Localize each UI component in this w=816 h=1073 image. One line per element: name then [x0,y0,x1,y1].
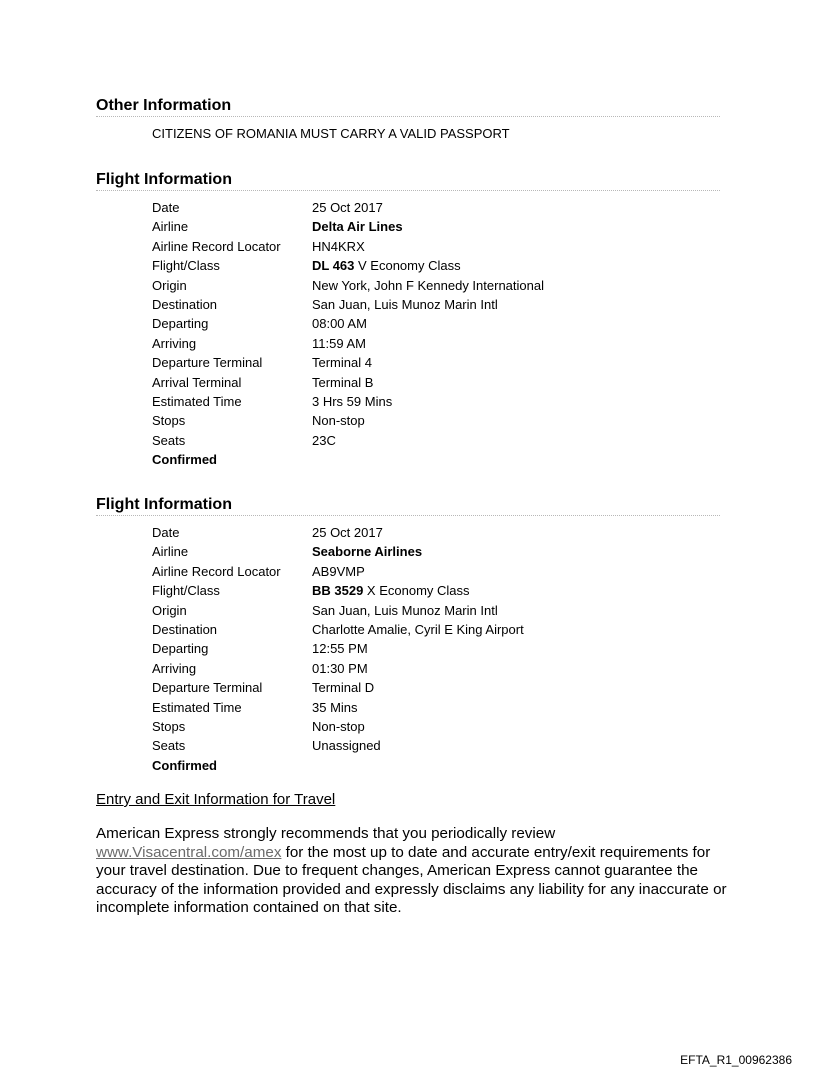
entry-exit-body [96,825,736,918]
flight-detail-row [152,678,712,697]
flight-detail-row [152,217,712,236]
flight-detail-value: Terminal 4 [312,355,372,371]
flight-detail-row [152,353,712,372]
flight-detail-row [152,237,712,256]
flight-detail-row [152,373,712,392]
flight-class: V Economy Class [354,258,461,274]
flight-detail-row [152,736,712,755]
flight-detail-label: Date [152,200,180,215]
flight-detail-row [152,431,712,450]
flight-detail-label: Stops [152,718,186,734]
flight-detail-value: Unassigned [312,738,381,754]
flight-detail-value: 3 Hrs 59 Mins [312,393,393,409]
flight-detail-row [152,198,712,217]
flight-detail-value: Non-stop [312,413,365,429]
other-information-text: CITIZENS OF ROMANIA MUST CARRY A VALID PASSPORT [152,126,510,141]
flight-detail-label: Airline [152,544,189,560]
flight-detail-row [152,562,712,581]
flight-detail-label: Airline Record Locator [152,238,281,254]
flight-detail-label: Departure Terminal [152,680,263,696]
flight-detail-label: Arriving [152,660,197,676]
flight-detail-value: Charlotte Amalie, Cyril E King Airport [312,621,524,637]
flight-detail-row [152,601,712,620]
flight-detail-value: 35 Mins [312,699,358,715]
flight-detail-label: Estimated Time [152,699,242,715]
flight-detail-label: Date [152,525,180,540]
flight-detail-label: Arrival Terminal [152,374,242,390]
flight-detail-label: Origin [152,602,187,618]
flight-detail-label: Stops [152,413,186,429]
flight-detail-label: Departure Terminal [152,355,263,371]
flight-detail-value: 08:00 AM [312,316,367,332]
flight-number: DL 463 [312,258,355,274]
flight-detail-label: Estimated Time [152,393,242,409]
flight-detail-value: New York, John F Kennedy International [312,277,544,293]
flight-detail-row [152,698,712,717]
flight-detail-value [312,581,470,600]
flight-detail-value: Delta Air Lines [312,219,403,235]
flight-2-heading: Flight Information [96,496,720,516]
flight-detail-value: AB9VMP [312,563,365,579]
flight-detail-value: Non-stop [312,718,365,734]
flight-detail-value: Terminal D [312,680,375,696]
flight-detail-label: Airline [152,219,189,235]
flight-detail-row [152,411,712,430]
flight-detail-value: 25 Oct 2017 [312,200,383,215]
flight-detail-row [152,295,712,314]
flight-detail-value: HN4KRX [312,238,365,254]
flight-detail-value: Terminal B [312,374,374,390]
flight-detail-label: Departing [152,316,209,332]
flight-detail-label: Destination [152,296,218,312]
flight-detail-row [152,523,712,542]
flight-2-details [152,523,712,775]
flight-detail-row [152,276,712,295]
flight-detail-value: 25 Oct 2017 [312,525,383,540]
flight-detail-value: San Juan, Luis Munoz Marin Intl [312,296,498,312]
flight-detail-label: Arriving [152,335,197,351]
flight-detail-label: Departing [152,641,209,657]
flight-detail-row [152,392,712,411]
flight-detail-label: Seats [152,432,186,448]
entry-exit-title: Entry and Exit Information for Travel [96,791,336,808]
flight-detail-row [152,717,712,736]
flight-detail-label: Airline Record Locator [152,563,281,579]
flight-detail-value: 01:30 PM [312,660,368,676]
entry-exit-body-end: for the most up to date and accurate entry/exit requirements for your travel destination. Due to frequent changes, American Express cannot guarantee the accuracy of the information provided and expressly disclaims any liability for any inaccurate or incomplete information contained on that site. [96,843,727,916]
flight-detail-label: Destination [152,621,218,637]
flight-detail-label: Flight/Class [152,583,220,599]
flight-1-details [152,198,712,469]
entry-exit-body-start: American Express strongly recommends that you periodically review [96,825,556,842]
flight-detail-value [312,256,461,275]
flight-detail-value: 23C [312,432,336,448]
flight-detail-row [152,256,712,275]
booking-status: Confirmed [152,757,217,773]
flight-detail-row [152,639,712,658]
flight-detail-value: San Juan, Luis Munoz Marin Intl [312,602,498,618]
flight-number: BB 3529 [312,583,364,599]
flight-detail-row [152,581,712,600]
other-information-heading: Other Information [96,97,720,117]
flight-detail-value: 11:59 AM [312,335,366,351]
flight-detail-row [152,314,712,333]
booking-status: Confirmed [152,452,217,468]
flight-detail-row [152,542,712,561]
flight-detail-label: Seats [152,738,186,754]
flight-class: X Economy Class [363,583,470,599]
flight-1-heading: Flight Information [96,171,720,191]
visacentral-link[interactable]: www.Visacentral.com/amex [96,843,282,861]
flight-detail-label: Origin [152,277,187,293]
flight-detail-row [152,620,712,639]
document-id: EFTA_R1_00962386 [680,1053,792,1067]
flight-detail-row [152,334,712,353]
flight-detail-value: Seaborne Airlines [312,544,423,560]
flight-detail-row [152,659,712,678]
flight-detail-value: 12:55 PM [312,641,368,657]
flight-detail-label: Flight/Class [152,258,220,274]
